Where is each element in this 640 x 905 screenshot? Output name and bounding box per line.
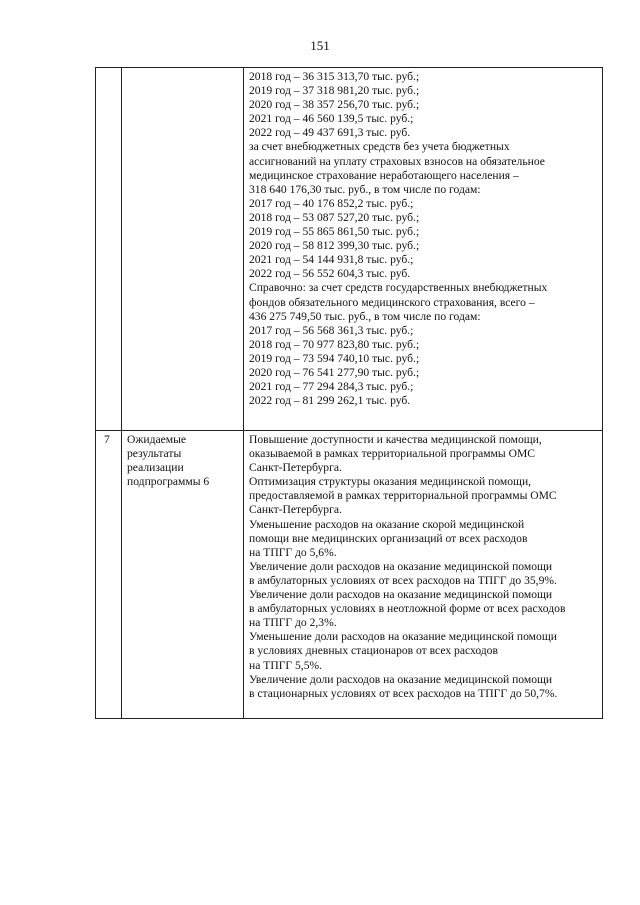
text-line: 2022 год – 49 437 691,3 тыс. руб. bbox=[249, 126, 411, 140]
text-line: Уменьшение доли расходов на оказание медицинской помощи bbox=[249, 630, 557, 644]
text-line: 318 640 176,30 тыс. руб., в том числе по годам: bbox=[249, 182, 481, 196]
text-line: 2020 год – 58 812 399,30 тыс. руб.; bbox=[249, 239, 420, 253]
row-name-cell bbox=[122, 68, 244, 431]
text-line: оказываемой в рамках территориальной программы ОМС bbox=[249, 447, 535, 461]
text-line: 2020 год – 38 357 256,70 тыс. руб.; bbox=[249, 98, 420, 112]
text-line: 2022 год – 81 299 262,1 тыс. руб. bbox=[249, 394, 411, 408]
text-line: фондов обязательного медицинского страхования, всего – bbox=[249, 295, 535, 309]
text-line: 2018 год – 36 315 313,70 тыс. руб.; bbox=[249, 70, 420, 83]
text-line: Уменьшение расходов на оказание скорой медицинской bbox=[249, 517, 525, 531]
text-line: на ТПГГ до 5,6%. bbox=[249, 545, 337, 559]
text-line: Повышение доступности и качества медицинской помощи, bbox=[249, 433, 542, 446]
table-row bbox=[96, 68, 603, 431]
text-line: Санкт-Петербурга. bbox=[249, 503, 342, 517]
expected-results-text bbox=[244, 431, 602, 701]
text-line: Увеличение доли расходов на оказание медицинской помощи bbox=[249, 588, 553, 602]
row-content-cell bbox=[244, 68, 603, 431]
text-line: 2019 год – 55 865 861,50 тыс. руб.; bbox=[249, 225, 420, 239]
text-line: 2021 год – 77 294 284,3 тыс. руб.; bbox=[249, 380, 414, 394]
subprogram-table bbox=[95, 67, 603, 719]
text-line: Санкт-Петербурга. bbox=[249, 461, 342, 475]
text-line: Оптимизация структуры оказания медицинской помощи, bbox=[249, 475, 532, 489]
funding-text bbox=[244, 68, 602, 408]
text-line: 2018 год – 53 087 527,20 тыс. руб.; bbox=[249, 210, 420, 224]
text-line: 436 275 749,50 тыс. руб., в том числе по годам: bbox=[249, 309, 481, 323]
text-line: на ТПГГ 5,5%. bbox=[249, 658, 323, 672]
text-line: на ТПГГ до 2,3%. bbox=[249, 616, 337, 630]
text-line: Увеличение доли расходов на оказание медицинской помощи bbox=[249, 672, 553, 686]
text-line: 2020 год – 76 541 277,90 тыс. руб.; bbox=[249, 365, 420, 379]
row-content-cell bbox=[244, 431, 603, 719]
text-line: медицинское страхование неработающего населения – bbox=[249, 168, 519, 182]
text-line: 2018 год – 70 977 823,80 тыс. руб.; bbox=[249, 337, 420, 351]
text-line: в амбулаторных условиях от всех расходов на ТПГГ до 35,9%. bbox=[249, 573, 557, 587]
text-line: 2017 год – 40 176 852,2 тыс. руб.; bbox=[249, 196, 414, 210]
text-line: помощи вне медицинских организаций от всех расходов bbox=[249, 531, 528, 545]
text-line: 2022 год – 56 552 604,3 тыс. руб. bbox=[249, 267, 411, 281]
page-number: 151 bbox=[310, 38, 330, 53]
row-number-cell bbox=[96, 68, 122, 431]
text-line: предоставляемой в рамках территориальной программы ОМС bbox=[249, 489, 557, 503]
text-line: 2021 год – 54 144 931,8 тыс. руб.; bbox=[249, 253, 414, 267]
text-line: 2019 год – 73 594 740,10 тыс. руб.; bbox=[249, 351, 420, 365]
text-line: 2021 год – 46 560 139,5 тыс. руб.; bbox=[249, 112, 414, 126]
row-number-cell: 7 bbox=[96, 431, 122, 719]
text-line: Увеличение доли расходов на оказание медицинской помощи bbox=[249, 559, 553, 573]
text-line: ассигнований на уплату страховых взносов на обязательное bbox=[249, 154, 545, 168]
row-name-cell: Ожидаемые результаты реализации подпрограммы 6 bbox=[122, 431, 244, 719]
text-line: 2019 год – 37 318 981,20 тыс. руб.; bbox=[249, 84, 420, 98]
text-line: Справочно: за счет средств государственных внебюджетных bbox=[249, 281, 548, 295]
text-line: за счет внебюджетных средств без учета бюджетных bbox=[249, 140, 510, 154]
text-line: 2017 год – 56 568 361,3 тыс. руб.; bbox=[249, 323, 414, 337]
text-line: в условиях дневных стационаров от всех расходов bbox=[249, 644, 498, 658]
text-line: в амбулаторных условиях в неотложной форме от всех расходов bbox=[249, 602, 566, 616]
text-line: в стационарных условиях от всех расходов на ТПГГ до 50,7%. bbox=[249, 686, 558, 700]
table-row bbox=[96, 431, 603, 719]
